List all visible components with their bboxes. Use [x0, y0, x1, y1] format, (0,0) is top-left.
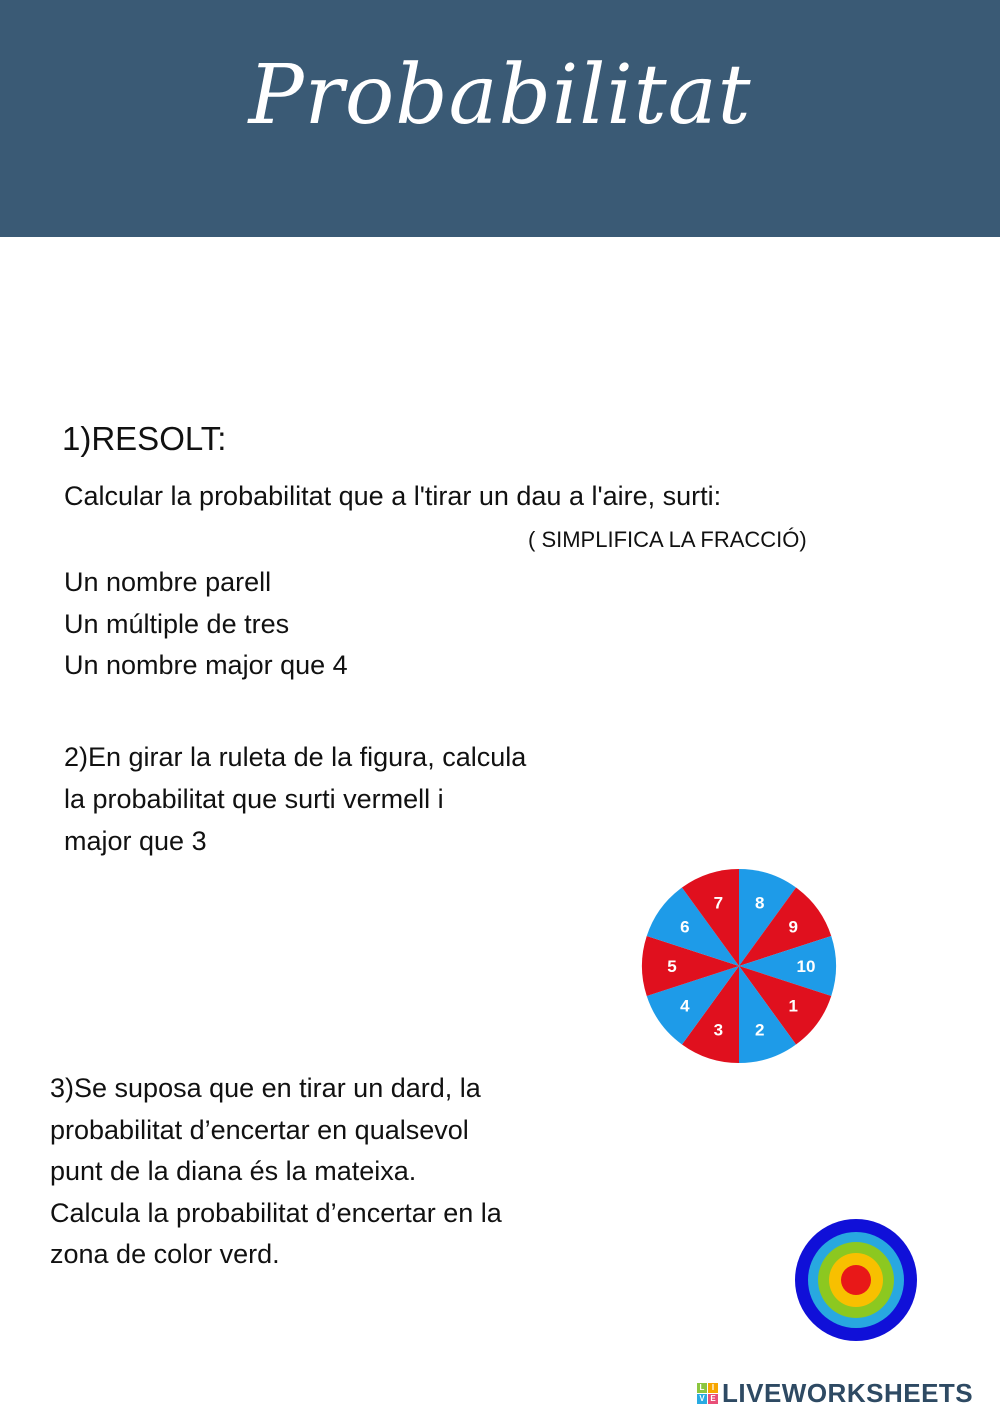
question-line: punt de la diana és la mateixa.	[50, 1156, 417, 1186]
brand-name: LIVEWORKSHEETS	[722, 1377, 974, 1408]
wheel-number-7: 7	[713, 893, 724, 913]
list-item: Un nombre parell	[64, 567, 272, 597]
question-line: la probabilitat que surti vermell i	[64, 784, 444, 814]
wheel-number-6: 6	[680, 917, 690, 937]
wheel-number-9: 9	[788, 917, 798, 937]
target-red-bullseye	[841, 1265, 871, 1295]
list-item: Un nombre major que 4	[64, 650, 348, 680]
wheel-number-1: 1	[788, 996, 798, 1016]
wheel-number-8: 8	[754, 893, 765, 913]
wheel-number-4: 4	[680, 996, 690, 1016]
section-1-prompt: Calcular la probabilitat que a l'tirar un dau a l'aire, surti:	[64, 481, 722, 511]
logo-square: I	[708, 1383, 718, 1393]
wheel-number-3: 3	[713, 1020, 724, 1040]
liveworksheets-logo[interactable]	[697, 1375, 973, 1411]
logo-mark-icon	[697, 1383, 718, 1404]
wheel-number-5: 5	[667, 957, 677, 976]
logo-square: L	[697, 1383, 707, 1393]
question-line: Calcula la probabilitat d’encertar en la	[50, 1197, 502, 1228]
question-line: zona de color verd.	[50, 1239, 280, 1269]
section-3-question	[50, 1068, 502, 1276]
page-title: Probabilitat	[248, 48, 752, 143]
wheel-number-2: 2	[754, 1020, 765, 1040]
simplify-note: ( SIMPLIFICA LA FRACCIÓ)	[528, 527, 807, 552]
title-banner	[0, 0, 1000, 237]
section-1-list	[64, 562, 348, 687]
question-line: major que 3	[64, 826, 207, 856]
logo-square: V	[697, 1394, 707, 1404]
list-item: Un múltiple de tres	[64, 608, 290, 639]
dartboard-target	[795, 1219, 917, 1341]
logo-square: E	[708, 1394, 718, 1404]
section-2-question	[64, 736, 526, 862]
question-line: 2)En girar la ruleta de la figura, calcula	[64, 742, 527, 772]
question-line: probabilitat d’encertar en qualsevol	[50, 1114, 469, 1145]
roulette-wheel	[640, 867, 838, 1065]
section-1-heading: 1)RESOLT:	[62, 420, 227, 457]
question-line: 3)Se suposa que en tirar un dard, la	[50, 1073, 481, 1103]
wheel-number-10: 10	[796, 957, 816, 976]
